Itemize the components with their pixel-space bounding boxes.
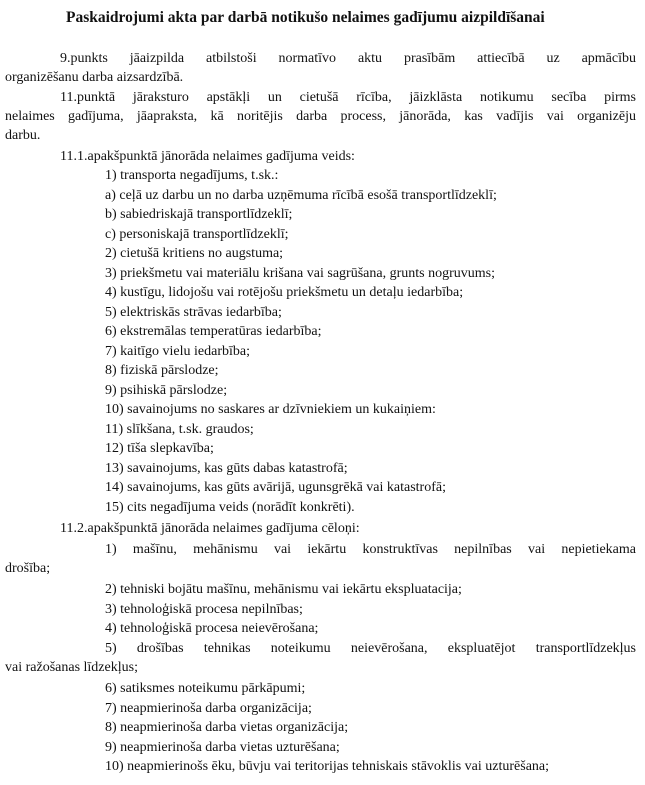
- s11-1-item: a) ceļā uz darbu un no darba uzņēmuma rīcībā esošā transportlīdzeklī;: [105, 188, 497, 203]
- s11-2-item5-line2: vai ražošanas līdzekļus;: [5, 660, 138, 675]
- s11-1-item: 4) kustīgu, lidojošu vai rotējošu priekšmetu un detaļu iedarbība;: [105, 285, 464, 300]
- s11-1-item: 15) cits negadījuma veids (norādīt konkrēti).: [105, 500, 355, 515]
- s11-2-item1-line1: 1) mašīnu, mehānismu vai iekārtu konstruktīvas nepilnības vai nepietiekama: [105, 542, 636, 557]
- s11-1-item: 11) slīkšana, t.sk. graudos;: [105, 422, 254, 437]
- s11-1-item: 6) ekstremālas temperatūras iedarbība;: [105, 324, 322, 339]
- document-title: Paskaidrojumi akta par darbā notikušo nelaimes gadījumu aizpildīšanai: [66, 9, 545, 26]
- s11-2-item5-line1: 5) drošības tehnikas noteikumu neievērošana, ekspluatējot transportlīdzekļus: [105, 641, 636, 656]
- s11-1-item: 13) savainojums, kas gūts dabas katastrofā;: [105, 461, 348, 476]
- s11-2-item: 8) neapmierinoša darba vietas organizācija;: [105, 720, 349, 735]
- s11-1-item: 10) savainojums no saskares ar dzīvniekiem un kukaiņiem:: [105, 402, 436, 417]
- s11-2-item: 2) tehniski bojātu mašīnu, mehānismu vai iekārtu ekspluatacija;: [105, 582, 462, 597]
- s11-1-item: 8) fiziskā pārslodze;: [105, 363, 219, 378]
- s11-1-item: 9) psihiskā pārslodze;: [105, 383, 228, 398]
- s11-1-item: 2) cietušā kritiens no augstuma;: [105, 246, 284, 261]
- p9-line1: 9.punkts jāaizpilda atbilstoši normatīvo aktu prasībām attiecībā uz apmācību: [60, 51, 636, 66]
- s11-2-item: 10) neapmierinošs ēku, būvju vai teritorijas tehniskais stāvoklis vai uzturēšana;: [105, 759, 550, 774]
- s11-2-item: 3) tehnoloģiskā procesa nepilnības;: [105, 602, 303, 617]
- s11-2-item: 4) tehnoloģiskā procesa neievērošana;: [105, 621, 319, 636]
- p9-line2: organizēšanu darba aizsardzībā.: [5, 70, 184, 85]
- p11-line2: nelaimes gadījuma, jāapraksta, kā noritējis darba process, jānorāda, kas vadījis vai organizēju: [5, 109, 636, 124]
- p11-line1: 11.punktā jāraksturo apstākļi un cietušā rīcība, jāizklāsta notikumu secība pirms: [60, 90, 636, 105]
- s11-2-item1-line2: drošība;: [5, 561, 51, 576]
- s11-2-item: 6) satiksmes noteikumu pārkāpumi;: [105, 681, 306, 696]
- s11-1-item: 14) savainojums, kas gūts avārijā, ugunsgrēkā vai katastrofā;: [105, 480, 446, 495]
- s11-2-item: 9) neapmierinoša darba vietas uzturēšana;: [105, 740, 340, 755]
- s11-2-item: 7) neapmierinoša darba organizācija;: [105, 701, 312, 716]
- s11-1-item: 3) priekšmetu vai materiālu krišana vai sagrūšana, grunts nogruvums;: [105, 266, 495, 281]
- s11-1-item: 12) tīša slepkavība;: [105, 441, 214, 456]
- s11-2-heading: 11.2.apakšpunktā jānorāda nelaimes gadījuma cēloņi:: [60, 521, 360, 536]
- s11-1-heading: 11.1.apakšpunktā jānorāda nelaimes gadījuma veids:: [60, 149, 355, 164]
- s11-1-item: 1) transporta negadījums, t.sk.:: [105, 168, 279, 183]
- p11-line3: darbu.: [5, 128, 41, 143]
- s11-1-item: 7) kaitīgo vielu iedarbība;: [105, 344, 251, 359]
- s11-1-item: b) sabiedriskajā transportlīdzeklī;: [105, 207, 293, 222]
- s11-1-item: c) personiskajā transportlīdzeklī;: [105, 227, 289, 242]
- s11-1-item: 5) elektriskās strāvas iedarbība;: [105, 305, 282, 320]
